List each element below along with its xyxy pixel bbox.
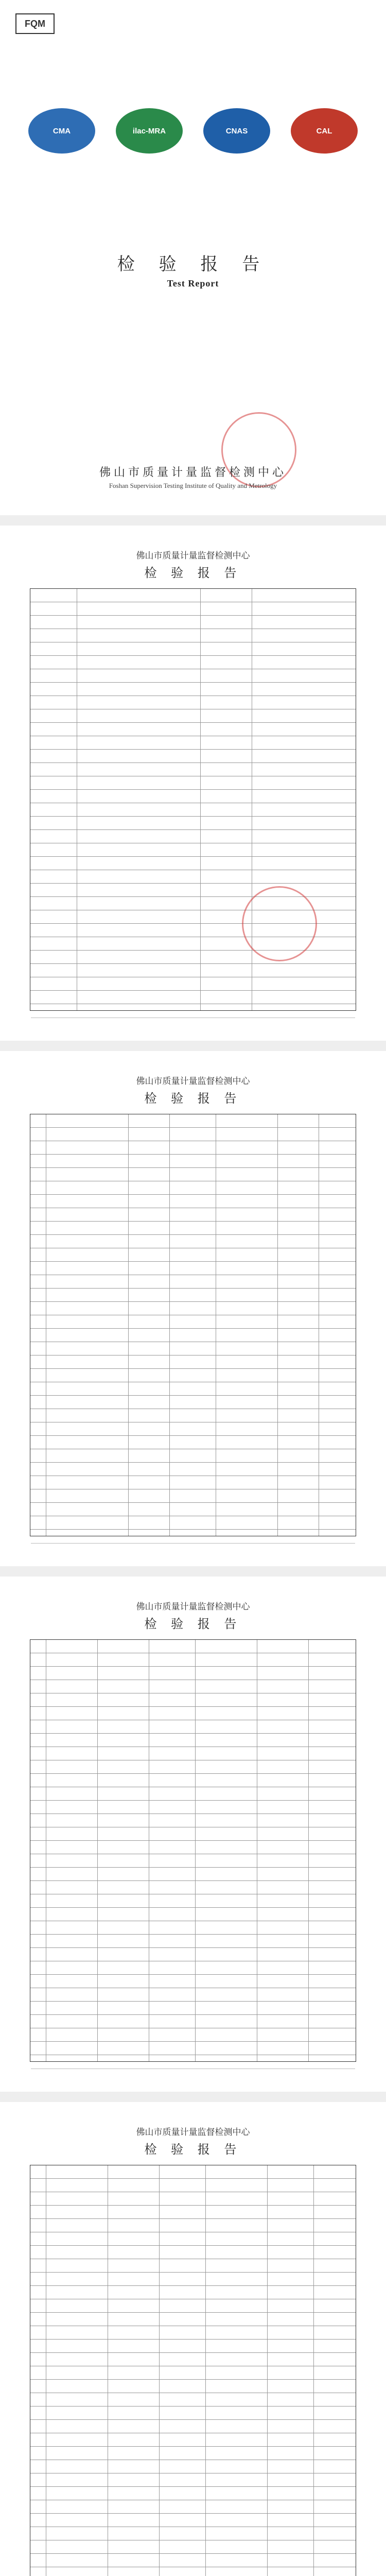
report-page-2 [0, 526, 386, 1041]
report-page-5 [0, 2102, 386, 2576]
cnas-mark-icon: CNAS [203, 108, 270, 154]
organization-name-cn: 佛山市质量计量监督检测中心 [99, 466, 287, 479]
organization-name-en: Foshan Supervision Testing Institute of Quality and Metrology [109, 482, 277, 489]
page-title: 检 验 报 告 [144, 1617, 242, 1631]
cal-mark-icon: CAL [291, 108, 358, 154]
signature-line [31, 1543, 355, 1544]
page-org: 佛山市质量计量监督检测中心 [136, 551, 250, 561]
results-table [30, 1639, 356, 2062]
page-org: 佛山市质量计量监督检测中心 [136, 1602, 250, 1612]
accreditation-marks [28, 108, 358, 155]
report-page-4 [0, 1577, 386, 2092]
page-org: 佛山市质量计量监督检测中心 [136, 2127, 250, 2138]
page-title: 检 验 报 告 [144, 2142, 242, 2157]
red-seal-icon [242, 886, 317, 961]
ilac-mra-mark-icon: ilac-MRA [116, 108, 183, 154]
report-title-en: Test Report [167, 278, 219, 289]
report-title-cn: 检 验 报 告 [117, 254, 269, 275]
report-page-3 [0, 1051, 386, 1566]
page-org: 佛山市质量计量监督检测中心 [136, 1076, 250, 1087]
cover-page [0, 0, 386, 515]
institute-logo: FQM [15, 13, 55, 34]
page-title: 检 验 报 告 [144, 1091, 242, 1106]
cma-mark-icon: CMA [28, 108, 95, 154]
results-table [30, 2165, 356, 2576]
results-table [30, 1114, 356, 1536]
page-title: 检 验 报 告 [144, 566, 242, 580]
